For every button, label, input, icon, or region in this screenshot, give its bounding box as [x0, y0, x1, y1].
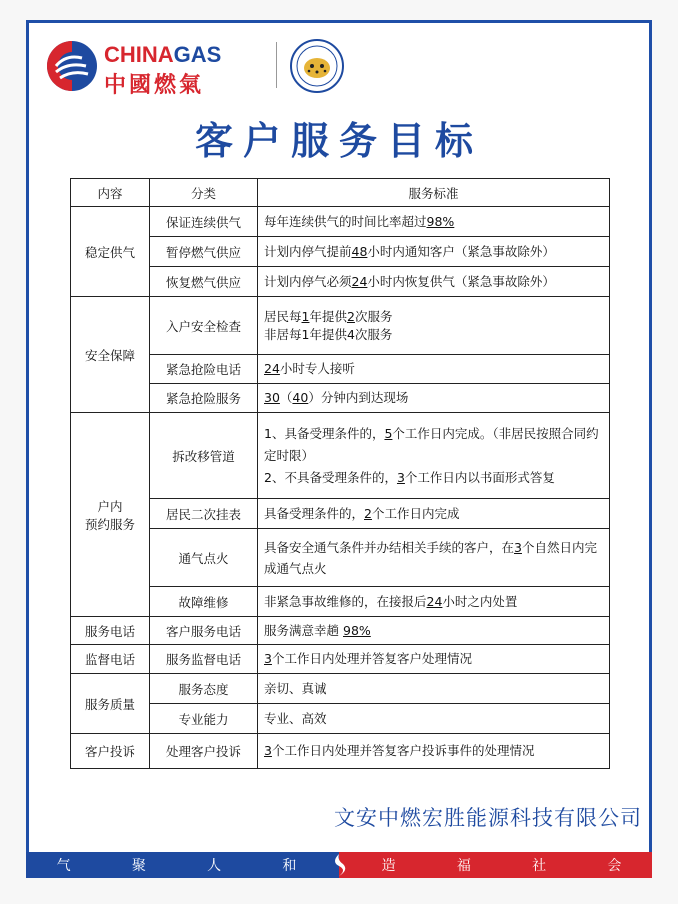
slogan-char: 社	[532, 858, 547, 874]
category-cell: 客户服务电话	[150, 617, 258, 645]
table-row	[71, 645, 610, 674]
slogan-char: 造	[381, 858, 396, 874]
group-cell: 安全保障	[71, 297, 150, 413]
table-row	[71, 207, 610, 237]
group-cell: 服务电话	[71, 617, 150, 645]
slogan-left	[26, 855, 327, 875]
category-cell: 紧急抢险服务	[150, 384, 258, 413]
group-cell: 户内 预约服务	[71, 413, 150, 617]
category-cell: 居民二次挂表	[150, 499, 258, 529]
category-cell: 专业能力	[150, 704, 258, 734]
standard-cell: 24小时专人接听	[258, 355, 610, 384]
standard-cell: 30（40）分钟内到达现场	[258, 384, 610, 413]
category-cell: 入户安全检查	[150, 297, 258, 355]
table-row	[71, 617, 610, 645]
category-cell: 故障维修	[150, 587, 258, 617]
standard-cell: 1、具备受理条件的，5个工作日内完成。（非居民按照合同约定时限） 2、不具备受理条件的，3个工作日内以书面形式答复	[258, 413, 610, 499]
table-row	[71, 384, 610, 413]
category-cell: 保证连续供气	[150, 207, 258, 237]
standard-cell: 具备安全通气条件并办结相关手续的客户，在3个自然日内完成通气点火	[258, 529, 610, 587]
table-row	[71, 413, 610, 499]
group-cell: 稳定供气	[71, 207, 150, 297]
category-cell: 恢复燃气供应	[150, 267, 258, 297]
standard-cell: 居民每1年提供2次服务 非居每1年提供4次服务	[258, 297, 610, 355]
category-cell: 服务监督电话	[150, 645, 258, 674]
category-cell: 处理客户投诉	[150, 734, 258, 769]
table-row	[71, 704, 610, 734]
china-gas-logo-icon	[46, 40, 98, 92]
slogan-char: 会	[607, 858, 622, 874]
flame-divider-icon	[327, 852, 351, 878]
standard-cell: 亲切、真诚	[258, 674, 610, 704]
category-cell: 拆改移管道	[150, 413, 258, 499]
slogan-char: 和	[282, 858, 297, 874]
company-name: 文安中燃宏胜能源科技有限公司	[334, 806, 642, 830]
page-title: 客户服务目标	[194, 119, 483, 163]
header-standard: 服务标准	[258, 179, 610, 207]
table-row	[71, 355, 610, 384]
table-row	[71, 499, 610, 529]
group-cell: 监督电话	[71, 645, 150, 674]
standard-cell: 计划内停气提前48小时内通知客户（紧急事故除外）	[258, 237, 610, 267]
service-standards-table	[70, 178, 610, 769]
table-header-row	[71, 179, 610, 207]
table-row	[71, 674, 610, 704]
header-category: 分类	[150, 179, 258, 207]
group-cell: 服务质量	[71, 674, 150, 734]
standard-cell: 具备受理条件的，2个工作日内完成	[258, 499, 610, 529]
category-cell: 通气点火	[150, 529, 258, 587]
category-cell: 服务态度	[150, 674, 258, 704]
category-cell: 暂停燃气供应	[150, 237, 258, 267]
slogan-bar	[26, 852, 652, 878]
standard-cell: 服务满意幸趟 98%	[258, 617, 610, 645]
table-row	[71, 267, 610, 297]
table-row	[71, 587, 610, 617]
header-content: 内容	[71, 179, 150, 207]
standard-cell: 每年连续供气的时间比率超过98%	[258, 207, 610, 237]
slogan-char: 聚	[131, 858, 146, 874]
standard-cell: 3个工作日内处理并答复客户投诉事件的处理情况	[258, 734, 610, 769]
logo-divider	[276, 42, 277, 88]
category-cell: 紧急抢险电话	[150, 355, 258, 384]
slogan-char: 人	[207, 858, 222, 874]
table-row	[71, 237, 610, 267]
slogan-char: 福	[456, 858, 471, 874]
table-row	[71, 529, 610, 587]
brand-english: CHINAGAS	[104, 42, 222, 67]
table-row	[71, 297, 610, 355]
standard-cell: 非紧急事故维修的，在接报后24小时之内处置	[258, 587, 610, 617]
slogan-right	[351, 855, 652, 875]
leopard-emblem-icon	[287, 38, 347, 94]
standard-cell: 计划内停气必须24小时内恢复供气（紧急事故除外）	[258, 267, 610, 297]
brand-chinese: 中國燃氣	[104, 73, 205, 98]
table-row	[71, 734, 610, 769]
slogan-char: 气	[56, 858, 71, 874]
standard-cell: 专业、高效	[258, 704, 610, 734]
group-cell: 客户投诉	[71, 734, 150, 769]
standard-cell: 3个工作日内处理并答复客户处理情况	[258, 645, 610, 674]
